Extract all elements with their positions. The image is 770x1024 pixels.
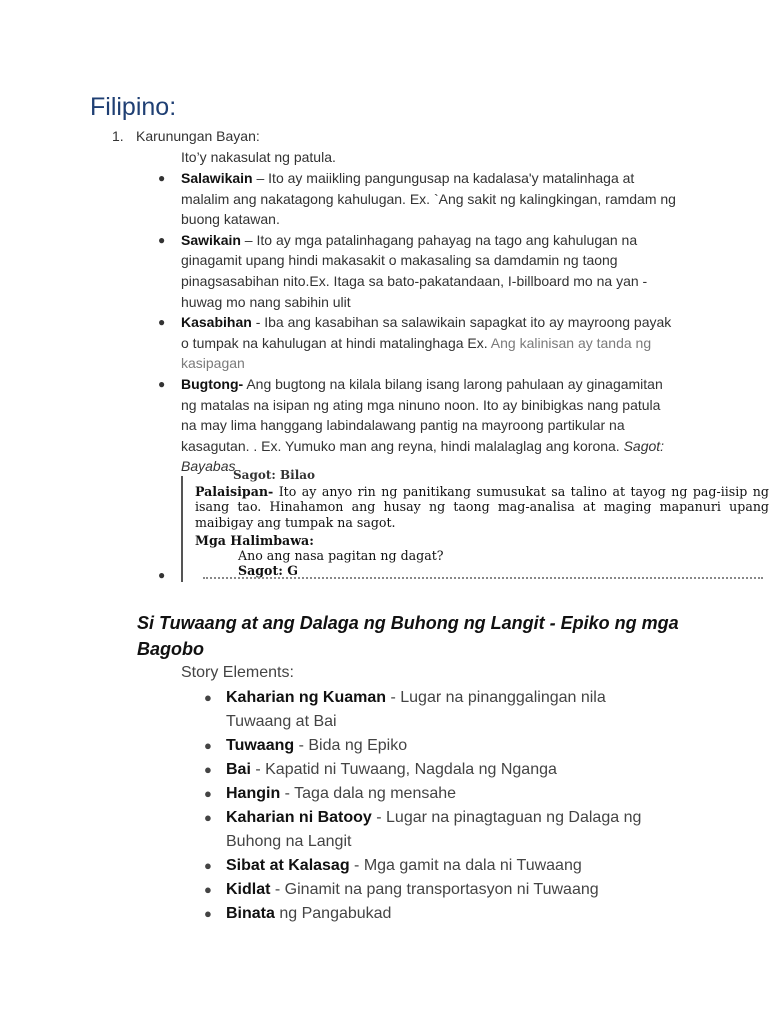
item-term: Bugtong- bbox=[181, 375, 244, 392]
bullet-icon: ● bbox=[204, 882, 212, 897]
element-text: - Bida ng Epiko bbox=[294, 737, 408, 754]
item-term: Sawikain bbox=[181, 231, 241, 248]
bullet-icon: ● bbox=[204, 762, 212, 777]
bullet-icon: ● bbox=[158, 376, 166, 391]
list-item bbox=[158, 168, 678, 230]
story-elements-label: Story Elements: bbox=[181, 664, 294, 681]
clip-term: Palaisipan- bbox=[195, 484, 274, 499]
element-term: Kidlat bbox=[226, 881, 271, 898]
element-term: Hangin bbox=[226, 785, 281, 802]
bullet-icon: ● bbox=[158, 232, 166, 247]
item-text: – Ito ay maiikling pangungusap na kadalasa'y matalinhaga at malalim ang nakatagong kahulugan. Ex. `Ang sakit ng kalingkingan, ramdam ng buong katawan. bbox=[181, 170, 676, 228]
list-item bbox=[158, 374, 678, 477]
clip-paragraph bbox=[195, 484, 769, 530]
element-text: - Lugar na pinagtaguan ng Dalaga ng Buhong na Langit bbox=[226, 809, 642, 850]
section-title: Karunungan Bayan: bbox=[136, 128, 260, 144]
item-example: Ang kalinisan ay tanda ng kasipagan bbox=[181, 334, 652, 372]
element-term: Bai bbox=[226, 761, 251, 778]
element-text: ng Pangabukad bbox=[274, 905, 392, 922]
karunungan-list bbox=[158, 168, 678, 477]
element-text: - Ginamit na pang transportasyon ni Tuwaang bbox=[270, 881, 599, 898]
item-answer: Sagot: Bayabas bbox=[181, 437, 665, 475]
clip-answer: Sagot: G bbox=[238, 563, 299, 578]
list-item bbox=[204, 734, 674, 758]
bullet-icon: ● bbox=[204, 786, 212, 801]
list-item bbox=[204, 878, 674, 902]
element-text: - Taga dala ng mensahe bbox=[280, 785, 457, 802]
list-item bbox=[204, 686, 674, 734]
bullet-icon: ● bbox=[204, 690, 212, 705]
clip-question: Ano ang nasa pagitan ng dagat? bbox=[238, 548, 444, 563]
epic-title: Si Tuwaang at ang Dalaga ng Buhong ng Langit - Epiko ng mga Bagobo bbox=[137, 613, 679, 659]
element-text: - Mga gamit na dala ni Tuwaang bbox=[349, 857, 582, 874]
list-item bbox=[204, 758, 674, 782]
list-item bbox=[158, 312, 678, 374]
bullet-icon: ● bbox=[158, 171, 166, 185]
page-title: Filipino: bbox=[90, 93, 177, 121]
clip-examples-label: Mga Halimbawa: bbox=[195, 533, 314, 548]
element-term: Kaharian ng Kuaman bbox=[226, 689, 387, 706]
pasted-image-clip bbox=[181, 468, 770, 582]
element-term: Tuwaang bbox=[226, 737, 295, 754]
bullet-icon: ● bbox=[204, 858, 212, 873]
item-term: Salawikain bbox=[181, 170, 253, 186]
section-note: Ito’y nakasulat ng patula. bbox=[181, 149, 336, 165]
bullet-icon: ● bbox=[158, 315, 166, 330]
bullet-icon: ● bbox=[204, 906, 212, 921]
list-item bbox=[158, 230, 678, 312]
item-text: Ang bugtong na kilala bilang isang larong pahulaan ay ginagamitan ng matalas na isipan ng ating mga ninuno noon. Ito ay binibigkas nang patula na may lima hanggang labindalawang pantig na mayroong partikular na kasagutan. . Ex. Yumuko man ang reyna, hindi malalaglag ang korona. bbox=[181, 375, 663, 454]
numbered-item bbox=[112, 128, 260, 144]
element-text: - Lugar na pinanggalingan nila Tuwaang at Bai bbox=[226, 689, 606, 730]
clip-cut-text: Sagot: Bilao bbox=[233, 468, 316, 482]
clip-text: Ito ay anyo rin ng panitikang sumusukat sa talino at tayog ng pag-iisip ng isang tao. Hinahamon ang husay ng taong mag-analisa at maging mapanuri upang maibigay ang tumpak na sagot. bbox=[195, 484, 769, 530]
item-text: – Ito ay mga patalinhagang pahayag na tago ang kahulugan na ginagamit upang hindi makasakit o makasaling sa damdamin ng taong pinagsasabihan nito.Ex. Itaga sa bato-pakatandaan, I-billboard mo na yan - huwag mo nang sabihin ulit bbox=[181, 231, 648, 310]
list-item bbox=[204, 782, 674, 806]
element-term: Binata bbox=[226, 905, 275, 922]
element-term: Sibat at Kalasag bbox=[226, 857, 350, 874]
list-item bbox=[204, 806, 674, 854]
bullet-icon: ● bbox=[204, 738, 212, 753]
element-text: - Kapatid ni Tuwaang, Nagdala ng Nganga bbox=[250, 761, 557, 778]
list-item bbox=[204, 902, 674, 926]
element-term: Kaharian ni Batooy bbox=[226, 809, 372, 826]
list-item bbox=[204, 854, 674, 878]
clip-cut-line bbox=[203, 577, 763, 582]
story-elements-list bbox=[204, 686, 674, 926]
list-number: 1. bbox=[112, 128, 124, 144]
item-term: Kasabihan bbox=[181, 314, 252, 331]
bullet-icon: ● bbox=[158, 568, 166, 582]
item-text: - Iba ang kasabihan sa salawikain sapagkat ito ay mayroong payak o tumpak na kahulugan at hindi matalinghaga Ex. bbox=[181, 314, 672, 351]
bullet-icon: ● bbox=[204, 810, 212, 825]
